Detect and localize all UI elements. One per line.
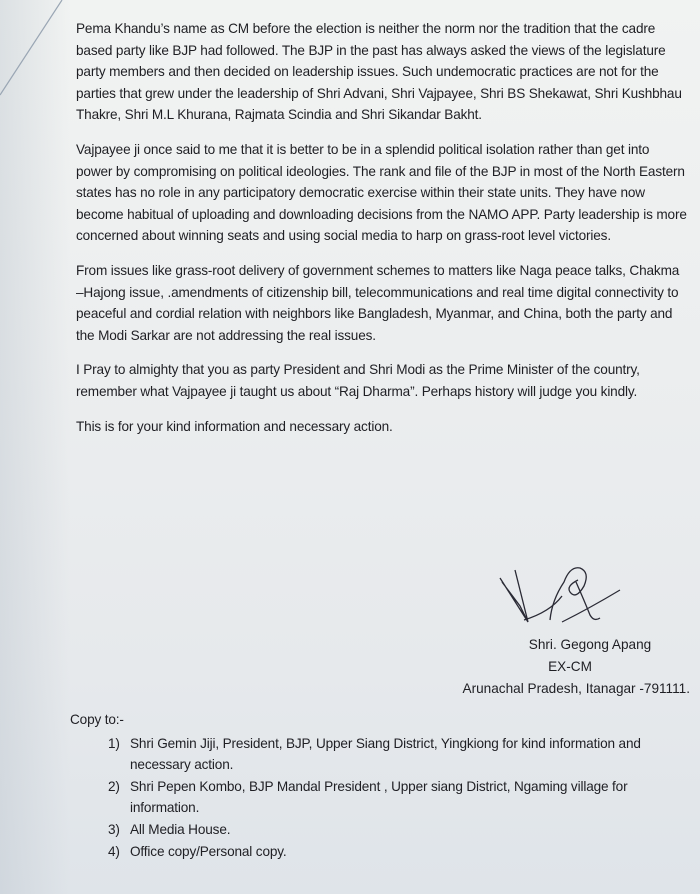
item-text: Office copy/Personal copy. [130, 843, 287, 859]
item-number: 1) [108, 735, 120, 751]
handwritten-signature [480, 560, 630, 630]
copy-to-item [108, 776, 690, 819]
item-number: 3) [108, 821, 120, 837]
signatory-address: Arunachal Pradesh, Itanagar -791111. [462, 681, 690, 696]
letter-body [76, 18, 688, 450]
copy-to-item [108, 733, 690, 776]
copy-to-item [108, 841, 690, 863]
copy-to-heading: Copy to:- [70, 712, 124, 727]
signature-block [420, 560, 690, 700]
closing-line: This is for your kind information and necessary action. [76, 418, 393, 434]
paragraph-3: From issues like grass-root delivery of government schemes to matters like Naga peace talks, Chakma –Hajong issue, .amendments of citizenship bill, telecommunications and real time digital connectivity to peaceful and cordial relation with neighbors like Bangladesh, Myanmar, and China, both the party and the Modi Sarkar are not addressing the real issues. [76, 262, 680, 343]
copy-to-section [70, 709, 690, 862]
copy-to-list [70, 733, 690, 863]
paragraph-1: Pema Khandu’s name as CM before the election is neither the norm nor the tradition that the cadre based party like BJP had followed. The BJP in the past has always asked the views of the legislature party members and then decided on leadership issues. Such undemocratic practices are not for the parties that grew under the leadership of Shri Advani, Shri Vajpayee, Shri BS Shekawat, Shri Kushbhau Thakre, Shri M.L Khurana, Rajmata Scindia and Shri Sikandar Bakht. [76, 21, 682, 123]
signatory-name: Shri. Gegong Apang [528, 637, 652, 652]
page-shadow [0, 0, 70, 894]
item-text: Shri Gemin Jiji, President, BJP, Upper Siang District, Yingkiong for kind information and necessary action. [130, 735, 641, 773]
item-text: Shri Pepen Kombo, BJP Mandal President , Upper siang District, Ngaming village for information. [130, 778, 628, 816]
signatory-title: EX-CM [548, 659, 592, 674]
copy-to-item [108, 819, 690, 841]
paragraph-2: Vajpayee ji once said to me that it is better to be in a splendid political isolation rather than get into power by compromising on political ideologies. The rank and file of the BJP in most of the North Eastern states has no role in any participatory democratic exercise within their state units. They have now become habitual of uploading and downloading decisions from the NAMO APP. Party leadership is more concerned about winning seats and using social media to harp on grass-root level victories. [76, 141, 687, 244]
paragraph-4: I Pray to almighty that you as party President and Shri Modi as the Prime Minister of the country, remember what Vajpayee ji taught us about “Raj Dharma”. Perhaps history will judge you kindly. [76, 362, 640, 399]
item-number: 2) [108, 778, 120, 794]
page-edge-line [0, 0, 70, 120]
item-text: All Media House. [130, 821, 231, 837]
item-number: 4) [108, 843, 120, 859]
